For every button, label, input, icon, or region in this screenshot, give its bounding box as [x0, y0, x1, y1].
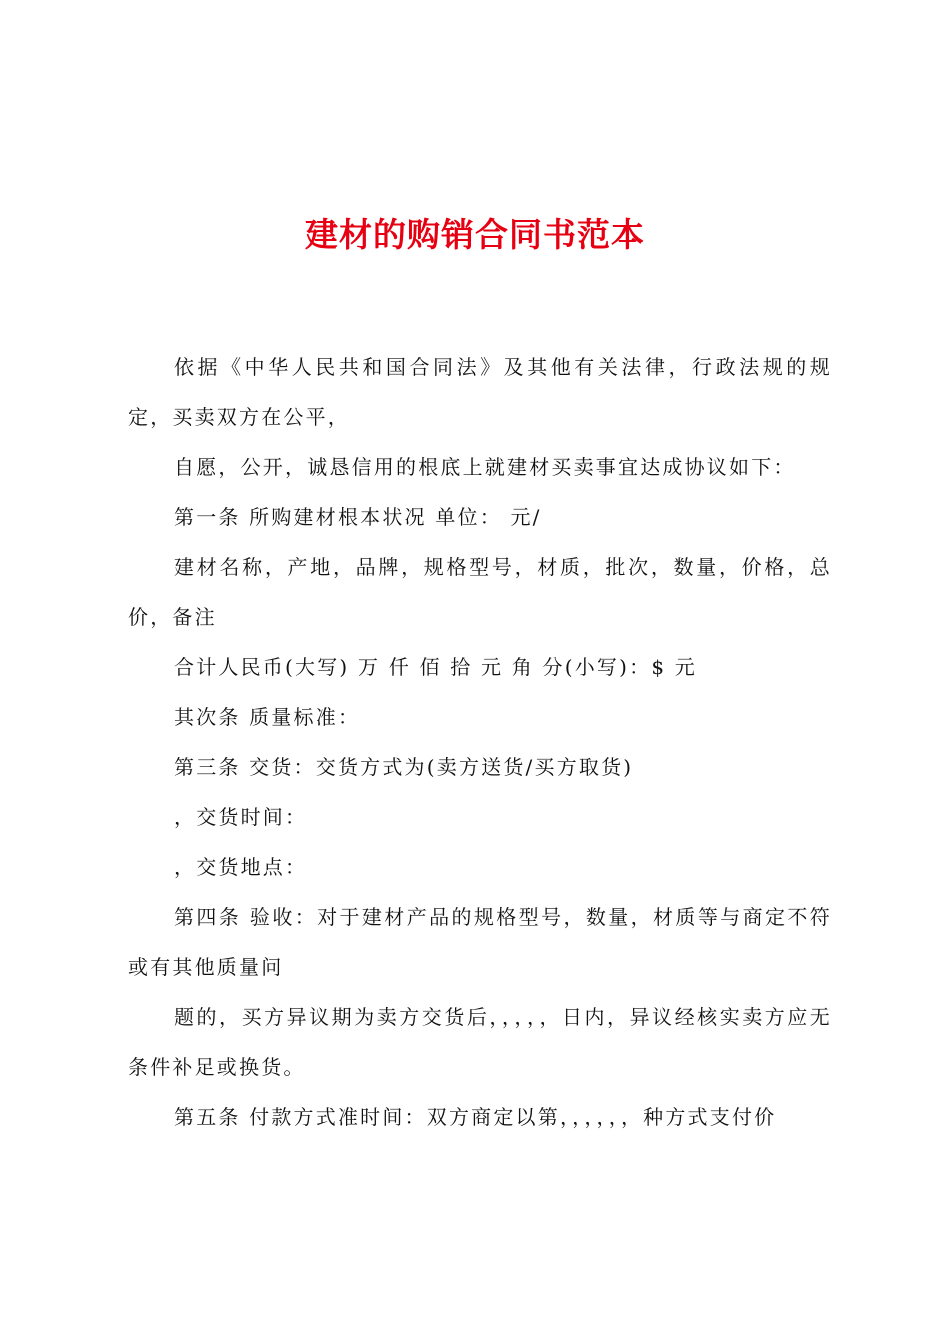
paragraph-11: 题的，买方异议期为卖方交货后，，，，，日内，异议经核实卖方应无条件补足或换货。 [128, 1005, 832, 1079]
paragraph-4: 建材名称，产地，品牌，规格型号，材质，批次，数量，价格，总价，备注 [128, 555, 832, 629]
paragraph-8: ，交货时间： [174, 805, 308, 829]
document-title: 建材的购销合同书范本 [305, 215, 645, 254]
paragraph-10: 第四条 验收：对于建材产品的规格型号，数量，材质等与商定不符或有其他质量问 [128, 905, 832, 979]
paragraph-2: 自愿，公开，诚恳信用的根底上就建材买卖事宜达成协议如下： [174, 455, 796, 479]
document-body [128, 342, 832, 1142]
paragraph-12: 第五条 付款方式准时间：双方商定以第，，，，，，种方式支付价 [174, 1105, 777, 1129]
paragraph-6: 其次条 质量标准： [174, 705, 361, 729]
paragraph-5: 合计人民币(大写) 万 仟 佰 拾 元 角 分(小写)：$ 元 [174, 655, 697, 679]
paragraph-7: 第三条 交货：交货方式为(卖方送货/买方取货) [174, 755, 634, 779]
paragraph-3: 第一条 所购建材根本状况 单位： 元/ [174, 505, 542, 529]
paragraph-9: ，交货地点： [174, 855, 308, 879]
paragraph-1: 依据《中华人民共和国合同法》及其他有关法律，行政法规的规定，买卖双方在公平， [128, 355, 832, 429]
